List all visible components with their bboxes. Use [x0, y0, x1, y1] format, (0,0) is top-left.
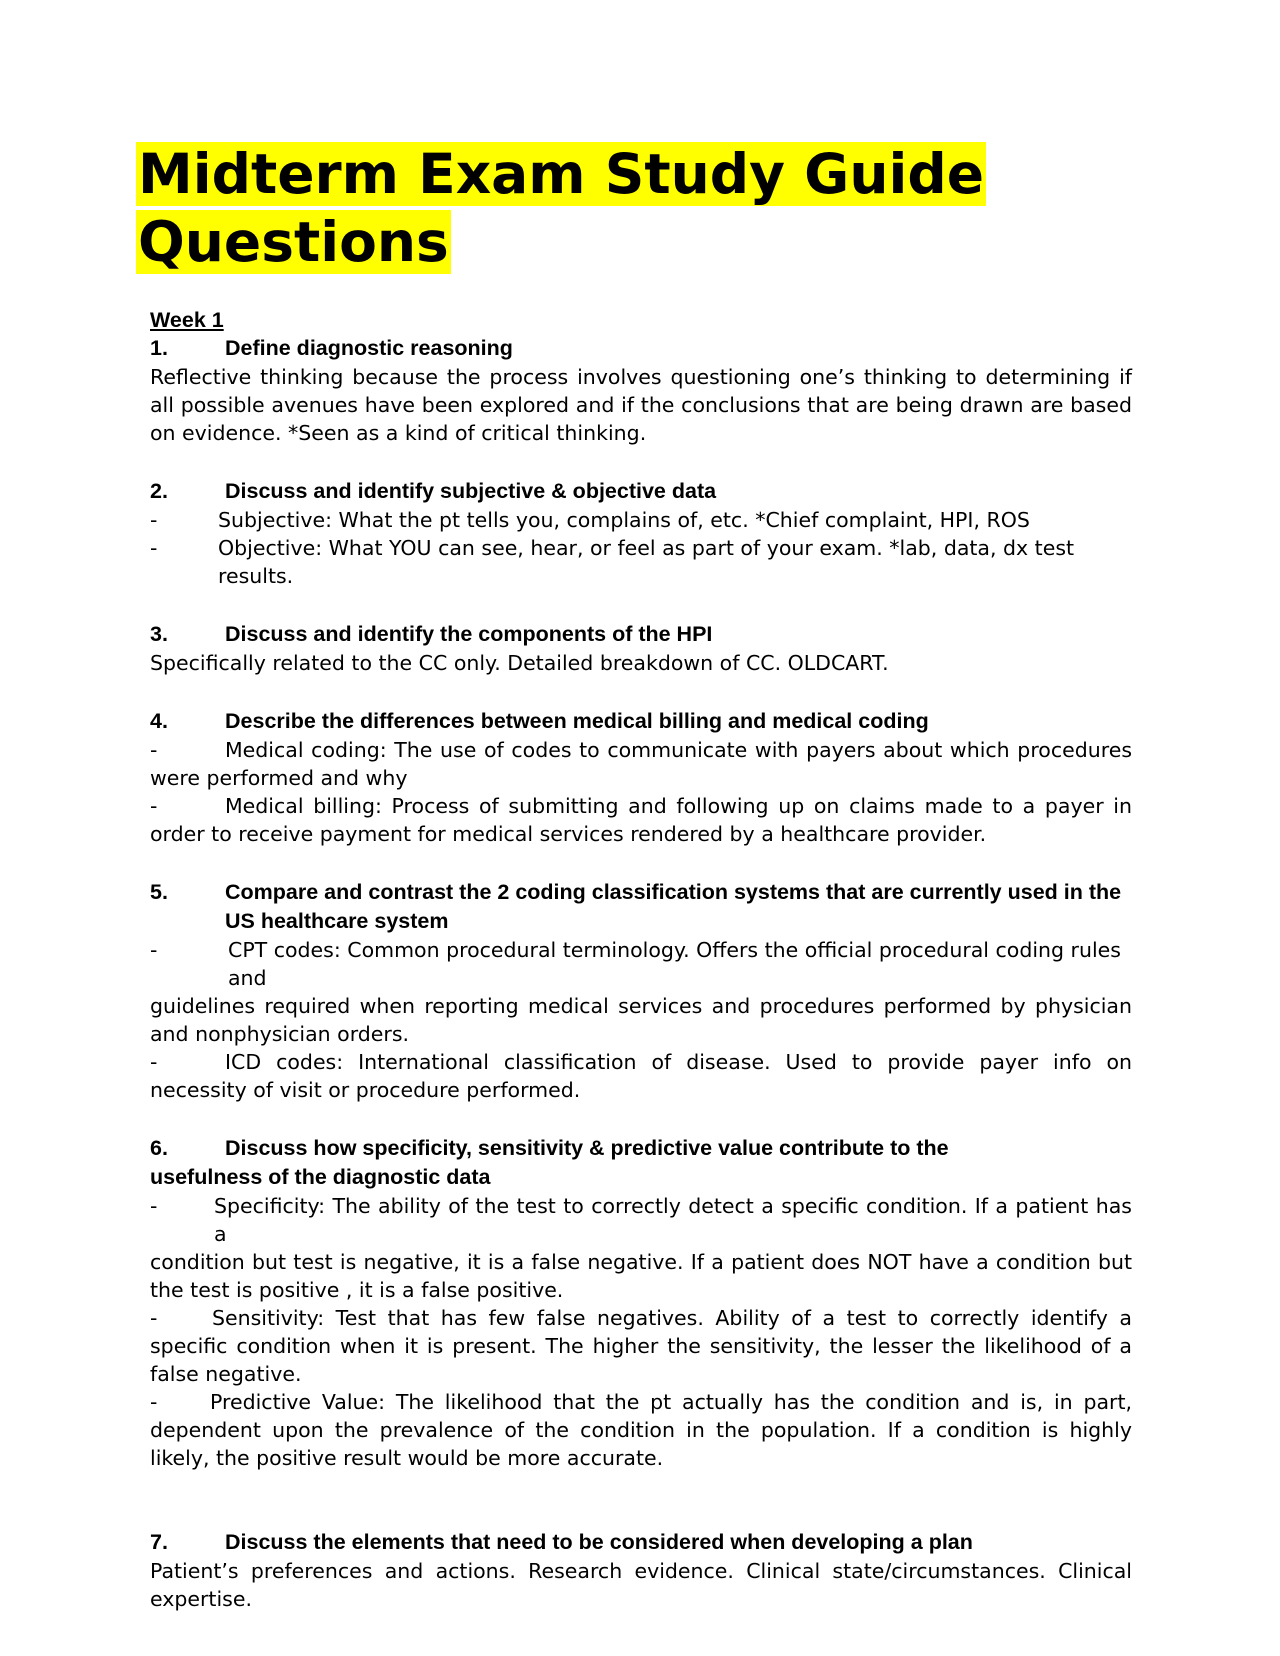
question-4-bullet-1-text: Medical coding: The use of codes to communicate with payers about which procedures were performed and why — [150, 738, 1132, 790]
question-6-bullet-2-text: Sensitivity: Test that has few false negatives. Ability of a test to correctly identify a specific condition when it is present. The higher the sensitivity, the lesser the likelihood of a false negative. — [150, 1306, 1132, 1386]
question-7-text: Discuss the elements that need to be considered when developing a plan — [225, 1530, 973, 1554]
bullet-dash: - — [150, 938, 158, 962]
question-1-heading — [150, 334, 1132, 363]
question-2-bullet-2-text: Objective: What YOU can see, hear, or feel as part of your exam. *lab, data, dx test results. — [218, 536, 1075, 588]
question-5-bullet-1 — [150, 936, 1132, 992]
question-1-answer: Reflective thinking because the process involves questioning one’s thinking to determining if all possible avenues have been explored and if the conclusions that are being drawn are based on evidence. *Seen as a kind of critical thinking. — [150, 365, 1132, 445]
bullet-dash: - — [150, 1194, 158, 1218]
question-3-heading — [150, 620, 1132, 649]
bullet-dash: - — [150, 1050, 158, 1074]
document-title — [136, 140, 1076, 276]
question-6-bullet-2 — [150, 1304, 1132, 1388]
question-3-text: Discuss and identify the components of the HPI — [225, 622, 713, 646]
question-6-heading — [150, 1134, 1132, 1163]
bullet-dash: - — [150, 536, 158, 560]
question-6-bullet-1-continued: condition but test is negative, it is a false negative. If a patient does NOT have a condition but the test is positive , it is a false positive. — [150, 1250, 1132, 1302]
week-heading: Week 1 — [150, 308, 224, 332]
question-3-number: 3. — [150, 622, 168, 646]
question-6-text-line-1: Discuss how specificity, sensitivity & predictive value contribute to the — [225, 1136, 949, 1160]
question-5-bullet-2 — [150, 1048, 1132, 1104]
question-4-heading — [150, 707, 1132, 736]
question-4-bullet-2 — [150, 792, 1132, 848]
bullet-dash: - — [150, 508, 158, 532]
question-4-number: 4. — [150, 709, 168, 733]
bullet-dash: - — [150, 1306, 158, 1330]
question-6-bullet-3-text: Predictive Value: The likelihood that the pt actually has the condition and is, in part, dependent upon the prevalence of the condition in the population. If a condition is highly likely, the positive result would be more accurate. — [150, 1390, 1132, 1470]
question-1-number: 1. — [150, 336, 168, 360]
question-7-answer: Patient’s preferences and actions. Research evidence. Clinical state/circumstances. Clinical expertise. — [150, 1559, 1132, 1611]
question-5-bullet-1-text: CPT codes: Common procedural terminology. Offers the official procedural coding rules and — [228, 938, 1121, 990]
question-5-bullet-2-text: ICD codes: International classification of disease. Used to provide payer info on necessity of visit or procedure performed. — [150, 1050, 1132, 1102]
bullet-dash: - — [150, 794, 158, 818]
question-2-bullet-1 — [150, 506, 1132, 534]
document-body — [150, 306, 1132, 1613]
question-5-bullet-1-continued: guidelines required when reporting medical services and procedures performed by physician and nonphysician orders. — [150, 994, 1132, 1046]
question-6-bullet-3 — [150, 1388, 1132, 1472]
question-2-heading — [150, 477, 1132, 506]
question-3-answer: Specifically related to the CC only. Detailed breakdown of CC. OLDCART. — [150, 651, 889, 675]
question-6-bullet-1 — [150, 1192, 1132, 1248]
question-4-bullet-1 — [150, 736, 1132, 792]
bullet-dash: - — [150, 1390, 158, 1414]
bullet-dash: - — [150, 738, 158, 762]
question-2-number: 2. — [150, 479, 168, 503]
question-5-heading — [150, 878, 1132, 936]
question-7-heading — [150, 1528, 1132, 1557]
question-5-text: Compare and contrast the 2 coding classification systems that are currently used in the US healthcare system — [225, 880, 1122, 933]
question-6-number: 6. — [150, 1136, 168, 1160]
question-6-bullet-1-text: Specificity: The ability of the test to correctly detect a specific condition. If a patient has a — [214, 1194, 1132, 1246]
question-1-text: Define diagnostic reasoning — [225, 336, 513, 360]
question-2-bullet-1-text: Subjective: What the pt tells you, complains of, etc. *Chief complaint, HPI, ROS — [218, 508, 1030, 532]
title-line-1: Midterm Exam Study Guide — [138, 142, 985, 206]
question-5-number: 5. — [150, 880, 168, 904]
question-4-bullet-2-text: Medical billing: Process of submitting and following up on claims made to a payer in order to receive payment for medical services rendered by a healthcare provider. — [150, 794, 1132, 846]
title-line-2: Questions — [138, 210, 449, 274]
question-7-number: 7. — [150, 1530, 168, 1554]
question-6-heading-continued: usefulness of the diagnostic data — [150, 1165, 491, 1189]
question-4-text: Describe the differences between medical billing and medical coding — [225, 709, 929, 733]
question-2-text: Discuss and identify subjective & objective data — [225, 479, 717, 503]
question-2-bullet-2 — [150, 534, 1132, 590]
